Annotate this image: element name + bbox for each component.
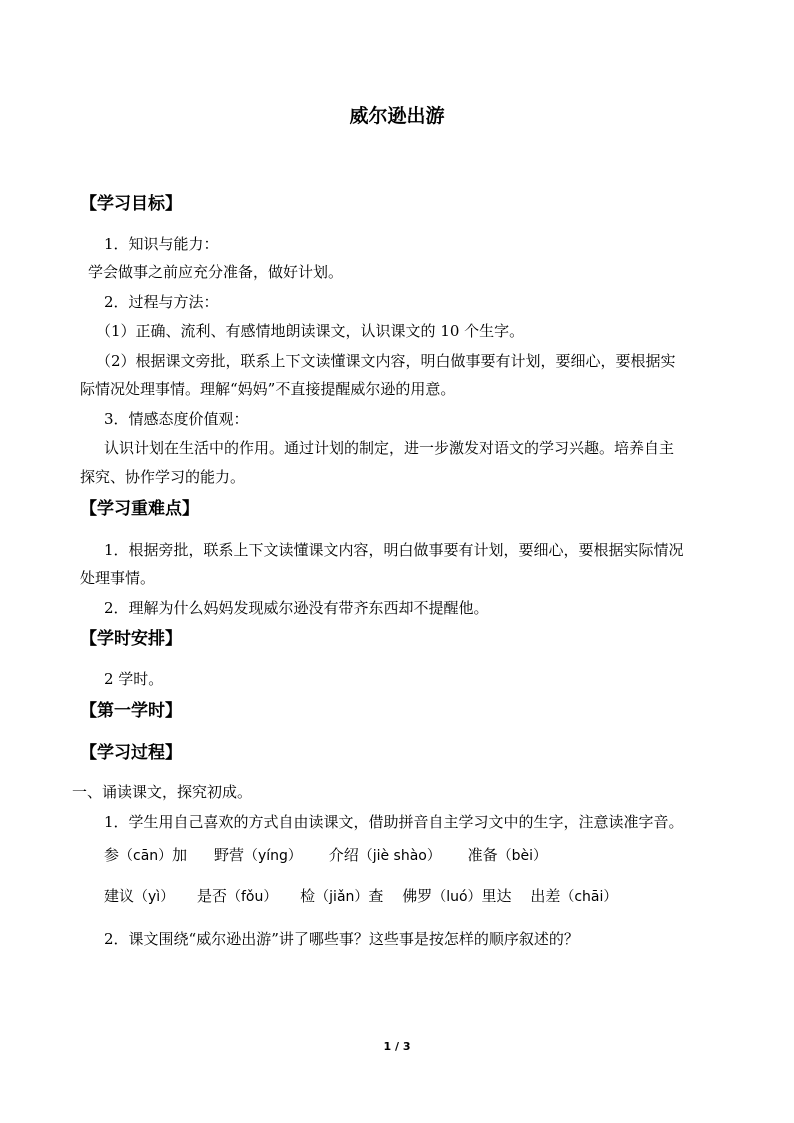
vocab-row-1 — [104, 844, 569, 867]
objectives-line-3: 2．过程与方法： — [104, 293, 219, 311]
objectives-line-9: 探究、协作学习的能力。 — [80, 468, 246, 486]
objectives-line-7: 3．情感态度价值观： — [104, 410, 249, 428]
vocab-item: 是否（fǒu） — [196, 887, 278, 905]
vocab-item: 参（cān）加 — [104, 846, 188, 864]
process-line-1: 一、诵读课文，探究初成。 — [72, 783, 253, 801]
page-number: 1 / 3 — [383, 1040, 411, 1053]
page-title: 威尔逊出游 — [349, 105, 445, 127]
key-points-heading: 【学习重难点】 — [80, 499, 199, 519]
vocab-row-2 — [104, 885, 617, 908]
vocab-item: 建议（yì） — [104, 887, 175, 905]
process-heading: 【学习过程】 — [80, 743, 182, 763]
vocab-item: 佛罗（luó）里达 — [402, 887, 512, 905]
objectives-line-6: 际情况处理事情。理解“妈妈”不直接提醒威尔逊的用意。 — [80, 380, 456, 398]
objectives-line-4: （1）正确、流利、有感情地朗读课文，认识课文的 10 个生字。 — [96, 322, 525, 340]
vocab-item: 出差（chāi） — [530, 887, 618, 905]
objectives-heading: 【学习目标】 — [80, 194, 182, 214]
vocab-item: 准备（bèi） — [467, 846, 548, 864]
schedule-heading: 【学时安排】 — [80, 629, 182, 649]
objectives-line-5: （2）根据课文旁批，联系上下文读懂课文内容，明白做事要有计划，要细心，要根据实 — [96, 352, 676, 370]
objectives-line-2: 学会做事之前应充分准备，做好计划。 — [88, 263, 344, 281]
vocab-item: 检（jiǎn）查 — [300, 887, 384, 905]
key-points-line-3: 2．理解为什么妈妈发现威尔逊没有带齐东西却不提醒他。 — [104, 599, 489, 617]
key-points-line-2: 处理事情。 — [80, 569, 156, 587]
lesson-1-heading: 【第一学时】 — [80, 701, 182, 721]
vocab-item: 介绍（jiè shào） — [328, 846, 441, 864]
process-line-3: 2．课文围绕“威尔逊出游”讲了哪些事？这些事是按怎样的顺序叙述的？ — [104, 930, 579, 948]
process-line-2: 1．学生用自己喜欢的方式自由读课文，借助拼音自主学习文中的生字，注意读准字音。 — [104, 813, 684, 831]
key-points-line-1: 1．根据旁批，联系上下文读懂课文内容，明白做事要有计划，要细心，要根据实际情况 — [104, 541, 684, 559]
objectives-line-1: 1．知识与能力： — [104, 235, 219, 253]
objectives-line-8: 认识计划在生活中的作用。通过计划的制定，进一步激发对语文的学习兴趣。培养自主 — [104, 439, 675, 457]
vocab-item: 野营（yíng） — [213, 846, 302, 864]
schedule-line-1: 2 学时。 — [104, 670, 164, 688]
